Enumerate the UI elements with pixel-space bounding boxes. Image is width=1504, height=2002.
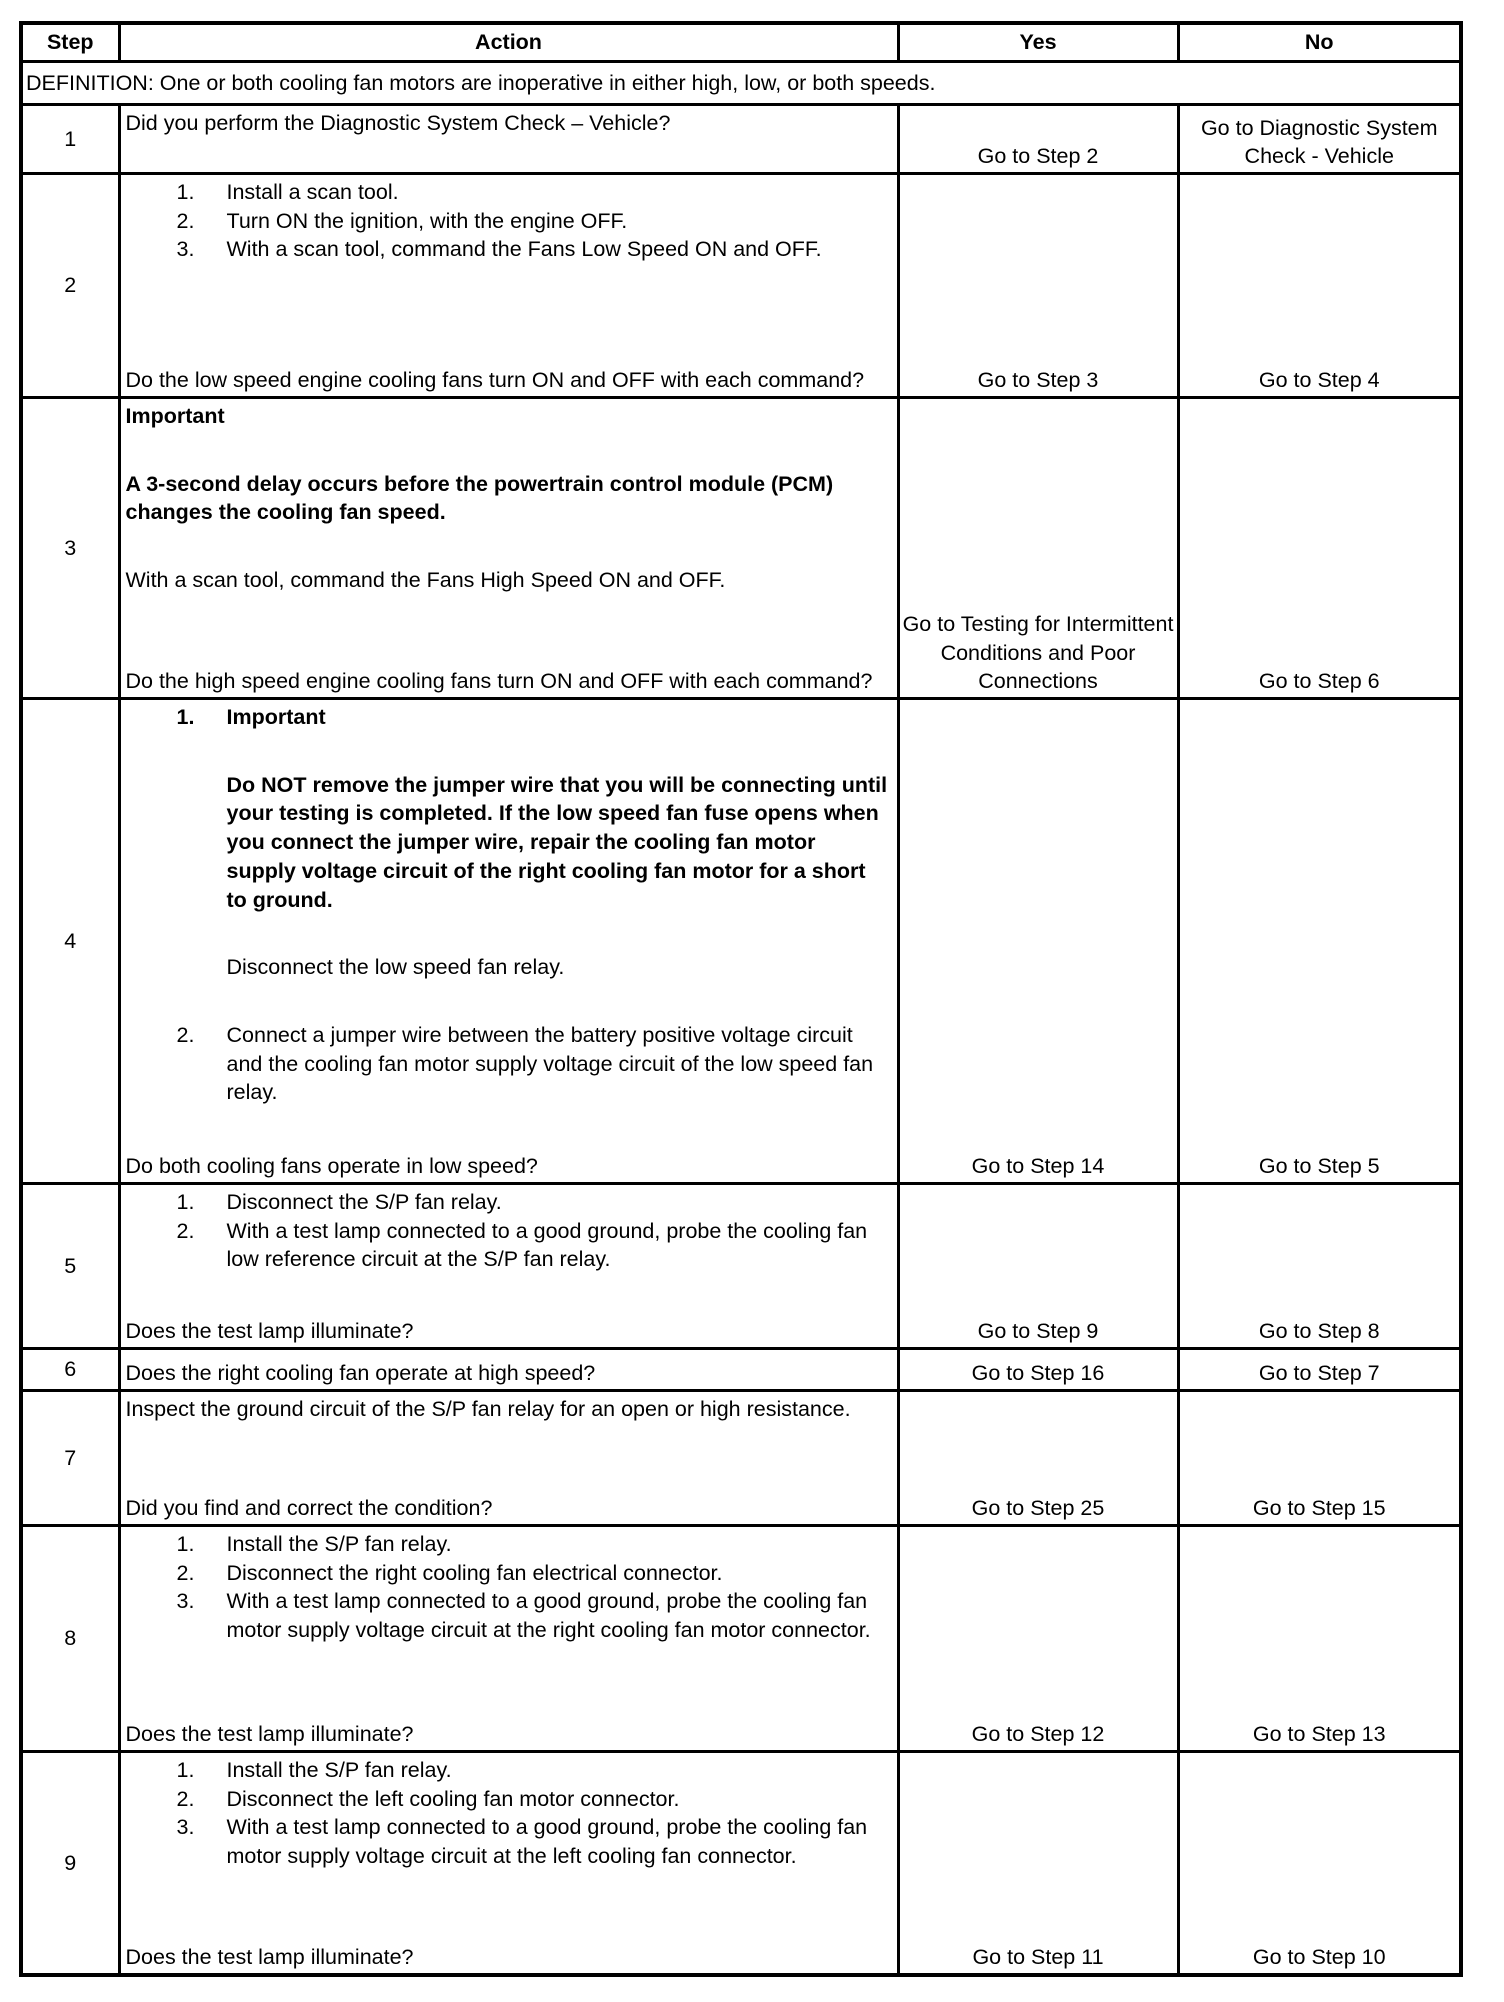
table-row (21, 105, 1461, 174)
action-list-item (177, 1217, 891, 1274)
action-list-item (177, 703, 891, 732)
table-row (21, 174, 1461, 398)
action-question: Does the right cooling fan operate at high speed? (125, 1361, 596, 1386)
action-cell (119, 1184, 898, 1349)
list-number: 2. (176, 1022, 195, 1047)
action-content (121, 106, 897, 172)
step-number: 3 (21, 398, 119, 699)
action-question: Do the low speed engine cooling fans turn ON and OFF with each command? (125, 368, 865, 393)
action-question: Did you find and correct the condition? (125, 1496, 493, 1521)
action-content (121, 700, 897, 1182)
header-action: Action (119, 23, 898, 62)
step-number: 5 (21, 1184, 119, 1349)
list-number: 1. (176, 1532, 195, 1556)
action-list-item (177, 207, 891, 236)
action-paragraph: Do NOT remove the jumper wire that you will be connecting until your testing is completed. If the low speed fan fuse opens when you connect the jumper wire, repair the cooling fan motor supply voltage circuit of the right cooling fan motor for a short to ground. (226, 772, 888, 912)
table-row (21, 398, 1461, 699)
list-number: 3. (176, 1589, 195, 1614)
no-result: Go to Step 10 (1178, 1752, 1461, 1976)
table-row (21, 699, 1461, 1184)
action-question: Do the high speed engine cooling fans turn ON and OFF with each command? (125, 669, 873, 694)
action-question: Does the test lamp illuminate? (125, 1722, 414, 1747)
action-content (121, 1753, 897, 1973)
list-number: 1. (176, 1758, 195, 1782)
yes-result: Go to Step 16 (898, 1349, 1178, 1391)
yes-result: Go to Step 25 (898, 1391, 1178, 1526)
action-content (121, 1350, 897, 1389)
action-paragraph: Disconnect the low speed fan relay. (226, 955, 565, 980)
action-paragraph: Important (125, 404, 225, 428)
action-list-item (177, 235, 891, 264)
list-text: With a test lamp connected to a good ground, probe the cooling fan low reference circuit at the S/P fan relay. (226, 1218, 868, 1272)
no-result: Go to Step 7 (1178, 1349, 1461, 1391)
header-step: Step (21, 23, 119, 62)
table-row (21, 1752, 1461, 1976)
list-text: With a scan tool, command the Fans Low Speed ON and OFF. (226, 237, 822, 262)
action-cell (119, 1349, 898, 1391)
header-row (21, 23, 1461, 62)
action-cell (119, 174, 898, 398)
table-row (21, 1349, 1461, 1391)
no-result: Go to Diagnostic System Check - Vehicle (1178, 105, 1461, 174)
list-text: Important (226, 705, 326, 729)
step-number: 9 (21, 1752, 119, 1976)
action-question: Did you perform the Diagnostic System Check – Vehicle? (125, 111, 671, 135)
table-row (21, 1391, 1461, 1526)
diagnostic-table (19, 21, 1463, 1977)
action-list-item (177, 1813, 891, 1870)
list-text: Disconnect the right cooling fan electrical connector. (226, 1560, 723, 1585)
action-list-item (177, 1587, 891, 1644)
yes-result: Go to Testing for Intermittent Conditions and Poor Connections (898, 398, 1178, 699)
action-list-item (177, 178, 891, 207)
action-content (121, 1527, 897, 1750)
yes-result: Go to Step 11 (898, 1752, 1178, 1976)
list-text: With a test lamp connected to a good ground, probe the cooling fan motor supply voltage circuit at the left cooling fan connector. (226, 1815, 868, 1869)
action-question: Does the test lamp illuminate? (125, 1945, 414, 1970)
yes-result: Go to Step 9 (898, 1184, 1178, 1349)
list-text: Install a scan tool. (226, 180, 399, 204)
list-number: 3. (176, 1815, 195, 1840)
header-no: No (1178, 23, 1461, 62)
step-number: 7 (21, 1391, 119, 1526)
action-cell (119, 699, 898, 1184)
no-result: Go to Step 13 (1178, 1526, 1461, 1752)
list-number: 2. (176, 1786, 195, 1811)
table-row (21, 1526, 1461, 1752)
action-paragraph: Inspect the ground circuit of the S/P fan relay for an open or high resistance. (125, 1397, 851, 1421)
step-number: 6 (21, 1349, 119, 1391)
list-text: Disconnect the S/P fan relay. (226, 1190, 502, 1214)
list-text: With a test lamp connected to a good ground, probe the cooling fan motor supply voltage circuit at the right cooling fan motor connector. (226, 1589, 871, 1643)
action-list-item (177, 1530, 891, 1559)
list-text: Turn ON the ignition, with the engine OFF. (226, 208, 628, 233)
yes-result: Go to Step 3 (898, 174, 1178, 398)
list-number: 2. (176, 1218, 195, 1243)
action-cell (119, 398, 898, 699)
action-cell (119, 105, 898, 174)
list-text: Install the S/P fan relay. (226, 1532, 452, 1556)
yes-result: Go to Step 2 (898, 105, 1178, 174)
action-content (121, 1185, 897, 1347)
action-cell (119, 1391, 898, 1526)
action-cell (119, 1526, 898, 1752)
definition-text: DEFINITION: One or both cooling fan motors are inoperative in either high, low, or both speeds. (21, 62, 1461, 105)
action-list-item (177, 1756, 891, 1785)
list-text: Disconnect the left cooling fan motor connector. (226, 1786, 680, 1811)
action-list-item (177, 1021, 891, 1107)
list-number: 1. (176, 1190, 195, 1214)
action-content (121, 399, 897, 697)
list-number: 1. (176, 180, 195, 204)
header-yes: Yes (898, 23, 1178, 62)
step-number: 1 (21, 105, 119, 174)
action-paragraph: A 3-second delay occurs before the powertrain control module (PCM) changes the cooling fan speed. (125, 471, 834, 525)
no-result: Go to Step 6 (1178, 398, 1461, 699)
step-number: 2 (21, 174, 119, 398)
no-result: Go to Step 8 (1178, 1184, 1461, 1349)
list-number: 2. (176, 208, 195, 233)
action-content (121, 1392, 897, 1524)
no-result: Go to Step 4 (1178, 174, 1461, 398)
no-result: Go to Step 5 (1178, 699, 1461, 1184)
list-number: 1. (176, 705, 195, 729)
action-question: Does the test lamp illuminate? (125, 1319, 414, 1344)
list-text: Install the S/P fan relay. (226, 1758, 452, 1782)
action-cell (119, 1752, 898, 1976)
action-paragraph: With a scan tool, command the Fans High Speed ON and OFF. (125, 568, 726, 593)
action-list-item (177, 1559, 891, 1588)
list-number: 2. (176, 1560, 195, 1585)
action-list-item (177, 1785, 891, 1814)
yes-result: Go to Step 14 (898, 699, 1178, 1184)
list-number: 3. (176, 237, 195, 262)
step-number: 4 (21, 699, 119, 1184)
no-result: Go to Step 15 (1178, 1391, 1461, 1526)
step-number: 8 (21, 1526, 119, 1752)
list-text: Connect a jumper wire between the battery positive voltage circuit and the cooling fan motor supply voltage circuit of the low speed fan relay. (226, 1022, 874, 1105)
table-row (21, 1184, 1461, 1349)
action-content (121, 175, 897, 396)
definition-row (21, 62, 1461, 105)
action-list-item (177, 1188, 891, 1217)
action-question: Do both cooling fans operate in low speed? (125, 1154, 538, 1179)
yes-result: Go to Step 12 (898, 1526, 1178, 1752)
